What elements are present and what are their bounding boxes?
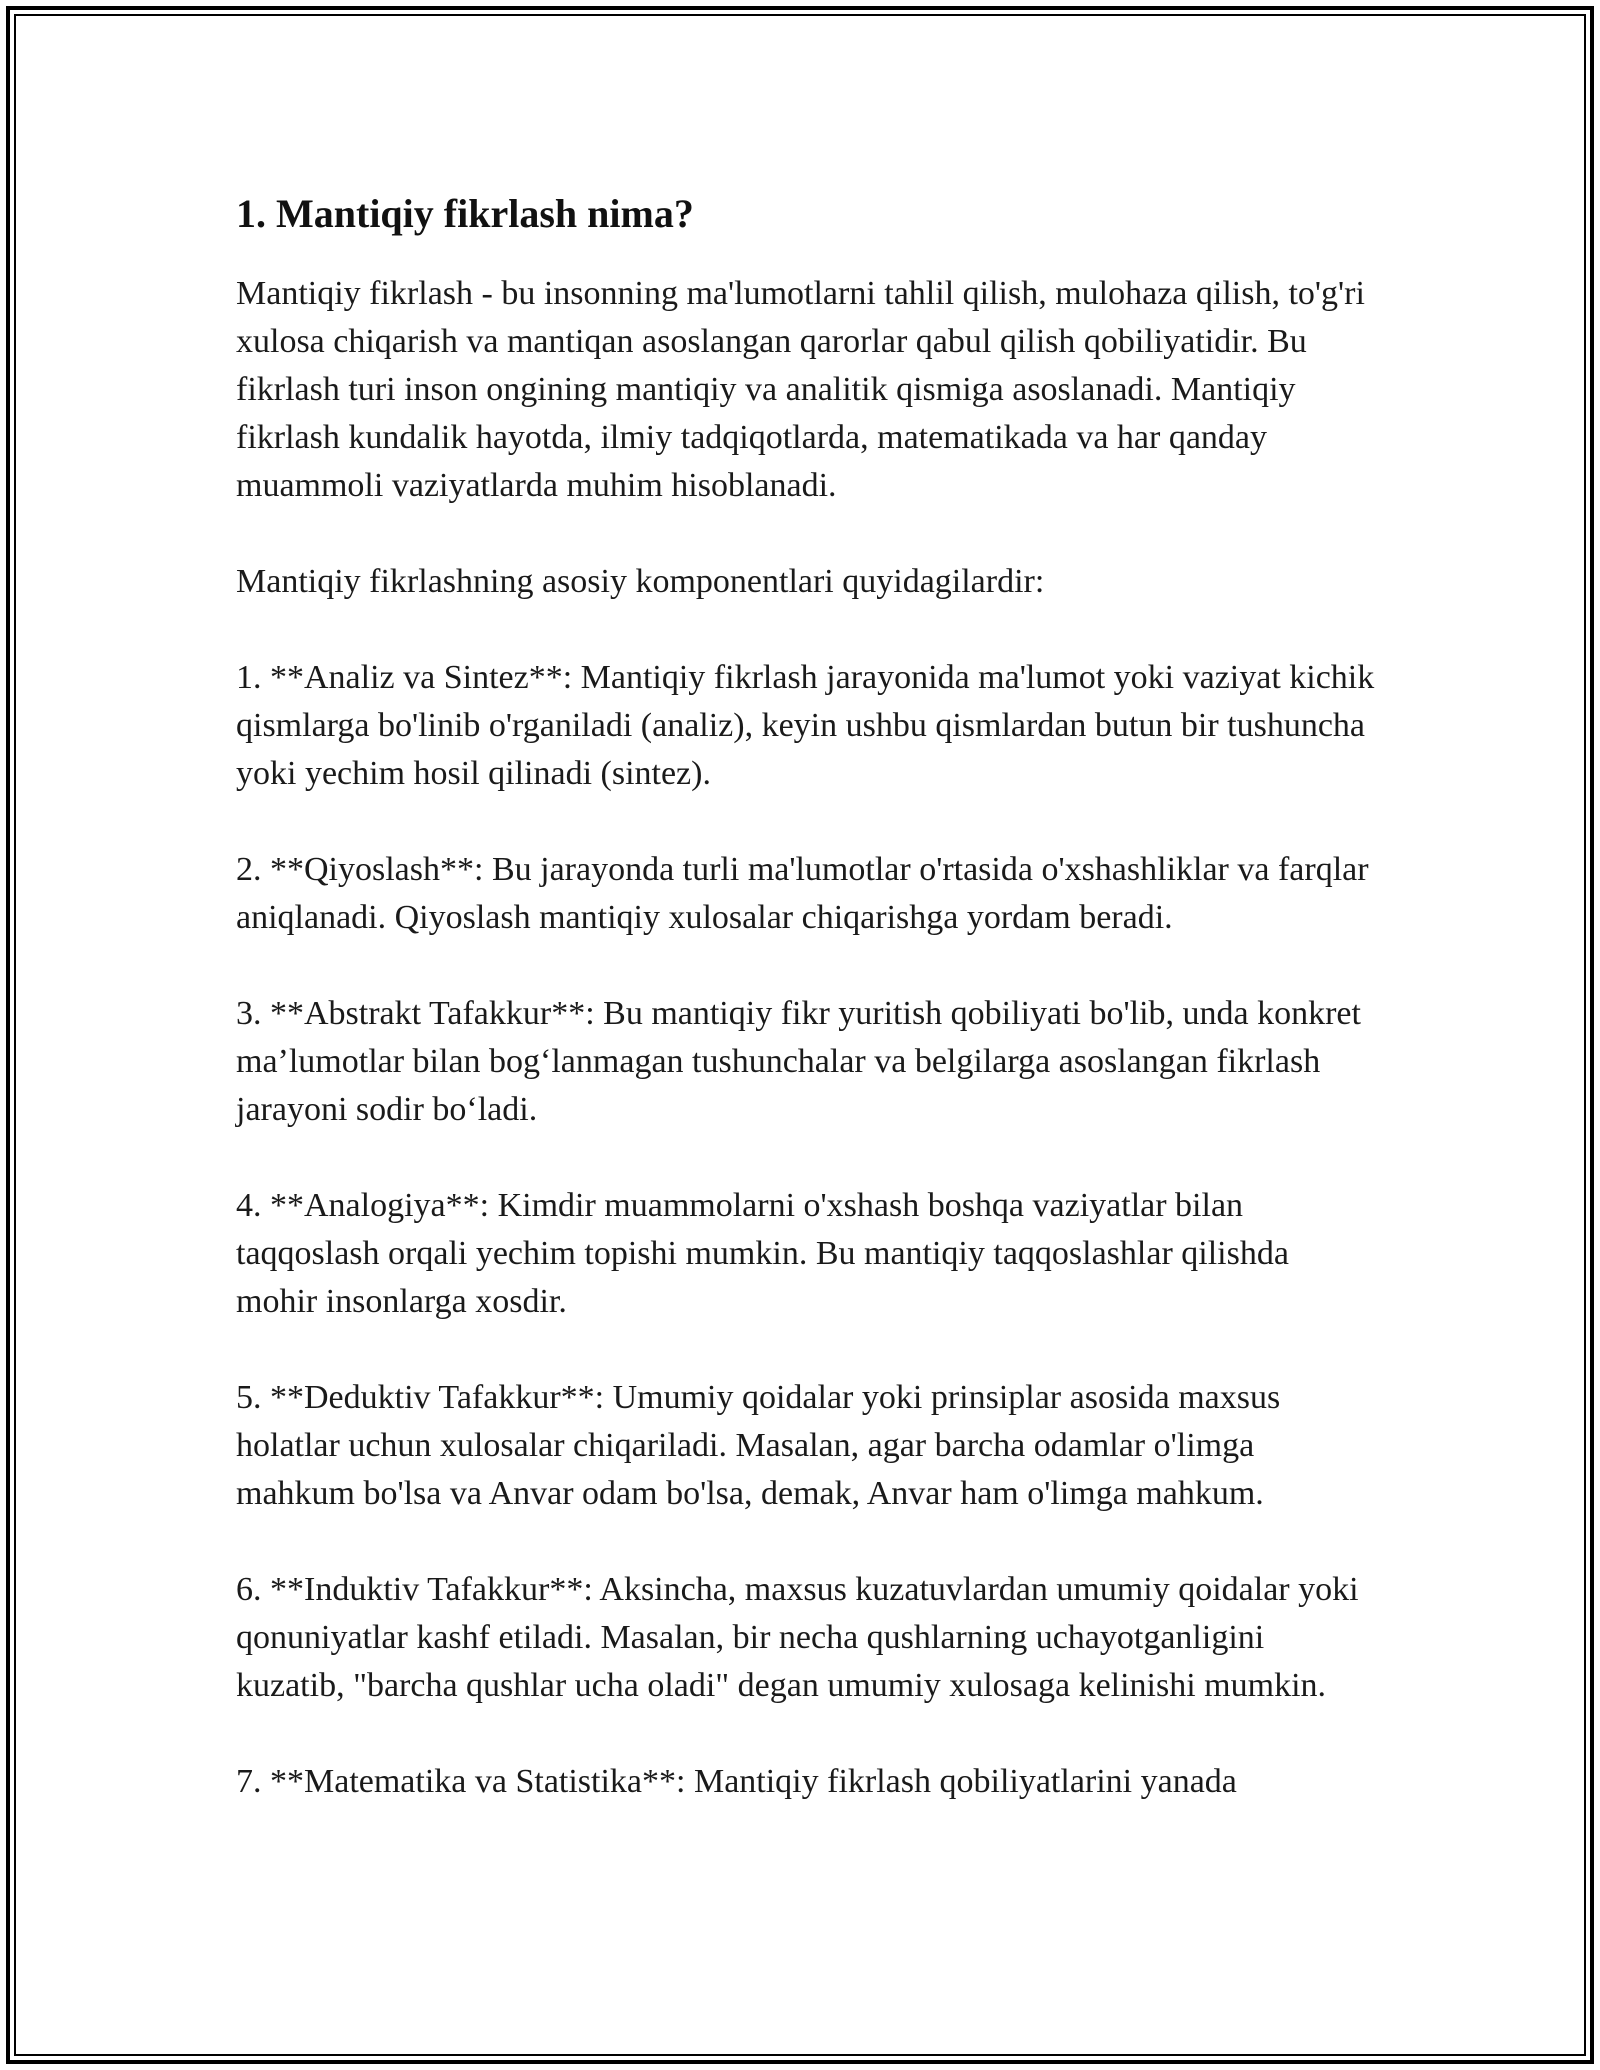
list-item-abstract-thinking: 3. **Abstrakt Tafakkur**: Bu mantiqiy fikr yuritish qobiliyati bo'lib, unda konkret ma’lumotlar bilan bog‘lanmagan tushunchalar va belgilarga asoslangan fikrlash jarayoni sodir bo‘ladi. <box>236 995 1361 1128</box>
list-item-deductive-thinking: 5. **Deduktiv Tafakkur**: Umumiy qoidalar yoki prinsiplar asosida maxsus holatlar uchun xulosalar chiqariladi. Masalan, agar barcha odamlar o'limga mahkum bo'lsa va Anvar odam bo'lsa, demak, Anvar ham o'limga mahkum. <box>236 1379 1281 1512</box>
list-item-inductive-thinking: 6. **Induktiv Tafakkur**: Aksincha, maxsus kuzatuvlardan umumiy qoidalar yoki qonuniyatlar kashf etiladi. Masalan, bir necha qushlarning uchayotganligini kuzatib, "barcha qushlar ucha oladi" degan umumiy xulosaga kelinishi mumkin. <box>236 1571 1359 1704</box>
components-intro: Mantiqiy fikrlashning asosiy komponentlari quyidagilardir: <box>236 563 1045 600</box>
list-item-comparison: 2. **Qiyoslash**: Bu jarayonda turli ma'lumotlar o'rtasida o'xshashliklar va farqlar aniqlanadi. Qiyoslash mantiqiy xulosalar chiqarishga yordam beradi. <box>236 851 1369 936</box>
section-heading: 1. Mantiqiy fikrlash nima? <box>236 191 694 236</box>
document-body <box>236 186 1376 1854</box>
list-item-analysis-synthesis: 1. **Analiz va Sintez**: Mantiqiy fikrlash jarayonida ma'lumot yoki vaziyat kichik qismlarga bo'linib o'rganiladi (analiz), keyin ushbu qismlardan butun bir tushuncha yoki yechim hosil qilinadi (sintez). <box>236 659 1375 792</box>
list-item-analogy: 4. **Analogiya**: Kimdir muammolarni o'xshash boshqa vaziyatlar bilan taqqoslash orqali yechim topishi mumkin. Bu mantiqiy taqqoslashlar qilishda mohir insonlarga xosdir. <box>236 1187 1289 1320</box>
list-item-math-statistics: 7. **Matematika va Statistika**: Mantiqiy fikrlash qobiliyatlarini yanada <box>236 1763 1237 1800</box>
intro-paragraph: Mantiqiy fikrlash - bu insonning ma'lumotlarni tahlil qilish, mulohaza qilish, to'g'ri xulosa chiqarish va mantiqan asoslangan qarorlar qabul qilish qobiliyatidir. Bu fikrlash turi inson ongining mantiqiy va analitik qismiga asoslanadi. Mantiqiy fikrlash kundalik hayotda, ilmiy tadqiqotlarda, matematikada va har qanday muammoli vaziyatlarda muhim hisoblanadi. <box>236 275 1365 504</box>
